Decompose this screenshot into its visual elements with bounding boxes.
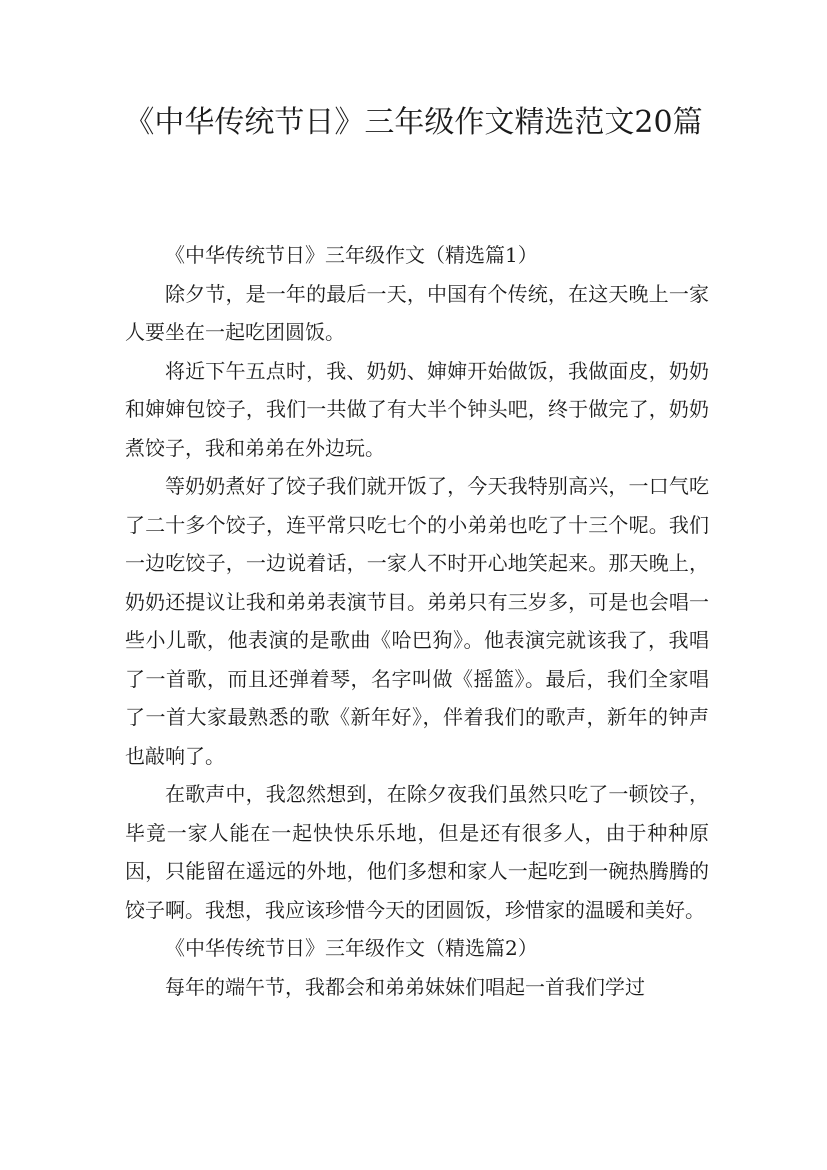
section-heading-1: 《中华传统节日》三年级作文（精选篇1） [165,243,538,267]
paragraph: 将近下午五点时，我、奶奶、婶婶开始做饭，我做面皮，奶奶和婶婶包饺子，我们一共做了有大半个钟头吧，终于做完了，奶奶煮饺子，我和弟弟在外边玩。 [125,358,709,460]
paragraph: 除夕节，是一年的最后一天，中国有个传统，在这天晚上一家人要坐在一起吃团圆饭。 [125,281,709,344]
paragraph: 在歌声中，我忽然想到，在除夕夜我们虽然只吃了一顿饺子，毕竟一家人能在一起快快乐乐地，但是还有很多人，由于种种原因，只能留在遥远的外地，他们多想和家人一起吃到一碗热腾腾的饺子啊。我想，我应该珍惜今天的团圆饭，珍惜家的温暖和美好。 [125,782,709,922]
document-title: 《中华传统节日》三年级作文精选范文20篇 [124,105,703,140]
section-heading-2: 《中华传统节日》三年级作文（精选篇2） [165,936,538,960]
paragraph: 每年的端午节，我都会和弟弟妹妹们唱起一首我们学过 [165,974,645,999]
paragraph: 等奶奶煮好了饺子我们就开饭了，今天我特别高兴，一口气吃了二十多个饺子，连平常只吃七个的小弟弟也吃了十三个呢。我们一边吃饺子，一边说着话，一家人不时开心地笑起来。那天晚上，奶奶还提议让我和弟弟表演节目。弟弟只有三岁多，可是也会唱一些小儿歌，他表演的是歌曲《哈巴狗》。他表演完就该我了，我唱了一首歌，而且还弹着琴，名字叫做《摇篮》。最后，我们全家唱了一首大家最熟悉的歌《新年好》，伴着我们的歌声，新年的钟声也敲响了。 [125,474,709,768]
document-body [125,236,709,1006]
